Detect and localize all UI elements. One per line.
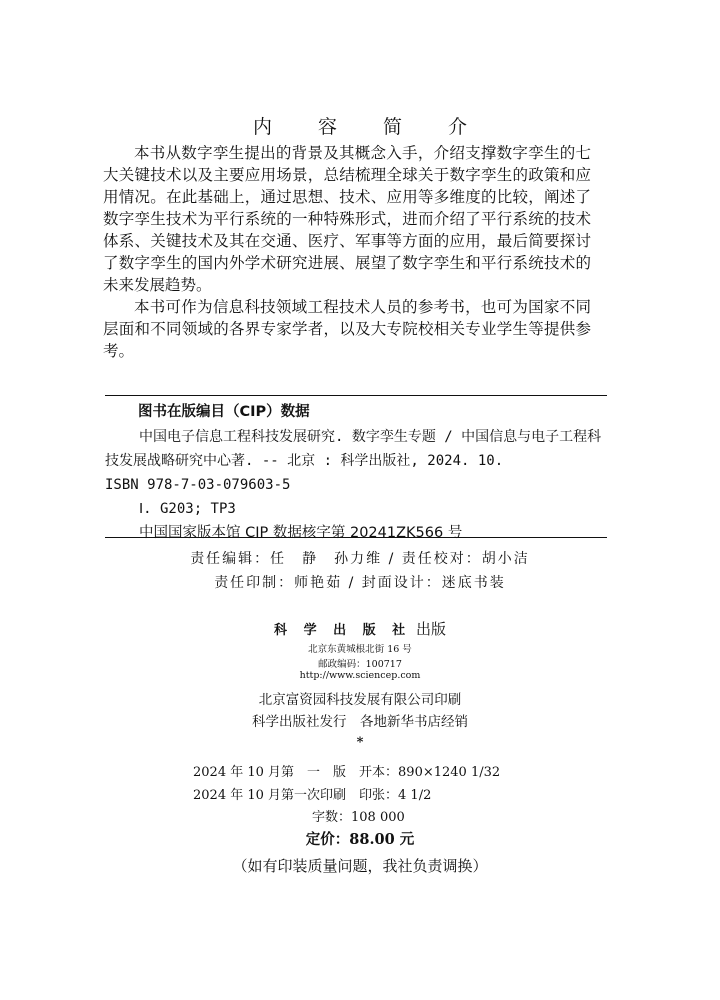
- intro-paragraph-2: 本书可作为信息科技领域工程技术人员的参考书，也可为国家不同层面和不同领域的各界专家学者，以及大专院校相关专业学生等提供参考。: [103, 298, 591, 360]
- edition-info: 2024 年 10 月第 一 版 开本：890×1240 1/32: [193, 765, 501, 780]
- intro-text: [103, 142, 591, 362]
- cip-heading: 图书在版编目（CIP）数据: [138, 404, 310, 420]
- credits-production: 责任印制：师艳茹 / 封面设计：迷底书装: [214, 575, 506, 591]
- cip-isbn: ISBN 978-7-03-079603-5: [105, 477, 291, 493]
- cip-block: [105, 425, 607, 545]
- price: 定价：88.00 元: [305, 831, 415, 848]
- publisher-postcode: 邮政编码：100717: [318, 659, 402, 670]
- credits-editors: 责任编辑：任 静 孙力维 / 责任校对：胡小洁: [190, 551, 530, 567]
- word-count: 字数：108 000: [312, 810, 405, 825]
- publisher-url: http://www.sciencep.com: [299, 670, 421, 681]
- publisher-name: 科 学 出 版 社: [274, 623, 412, 638]
- cip-record-number: 中国国家版本馆 CIP 数据核字第 20241ZK566 号: [139, 525, 463, 541]
- printer: 北京富资园科技发展有限公司印刷: [258, 692, 462, 708]
- cip-classification: Ⅰ. G203; TP3: [139, 501, 236, 517]
- cip-entry-text: 中国电子信息工程科技发展研究. 数字孪生专题 / 中国信息与电子工程科技发展战略研究中心著. -- 北京 : 科学出版社, 2024. 10.: [105, 429, 602, 469]
- distribution: 科学出版社发行 各地新华书店经销: [252, 714, 468, 730]
- quality-notice: （如有印装质量问题，我社负责调换）: [232, 857, 488, 875]
- cip-entry: [105, 425, 607, 473]
- cip-bottom-rule: [105, 537, 607, 538]
- impression-info: 2024 年 10 月第一次印刷 印张：4 1/2: [193, 788, 432, 803]
- separator-star: *: [356, 735, 364, 750]
- publisher-line: [0, 618, 720, 639]
- intro-paragraph-1: 本书从数字孪生提出的背景及其概念入手，介绍支撑数字孪生的七大关键技术以及主要应用场景，总结梳理全球关于数字孪生的政策和应用情况。在此基础上，通过思想、技术、应用等多维度的比较，阐述了数字孪生技术为平行系统的一种特殊形式，进而介绍了平行系统的技术体系、关键技术及其在交通、医疗、军事等方面的应用，最后简要探讨了数字孪生的国内外学术研究进展、展望了数字孪生和平行系统技术的未来发展趋势。: [103, 144, 591, 294]
- publisher-suffix: 出版: [415, 620, 446, 638]
- publisher-address: 北京东黄城根北街 16 号: [308, 644, 412, 655]
- intro-heading: 内 容 简 介: [252, 116, 488, 138]
- cip-top-rule: [105, 395, 607, 396]
